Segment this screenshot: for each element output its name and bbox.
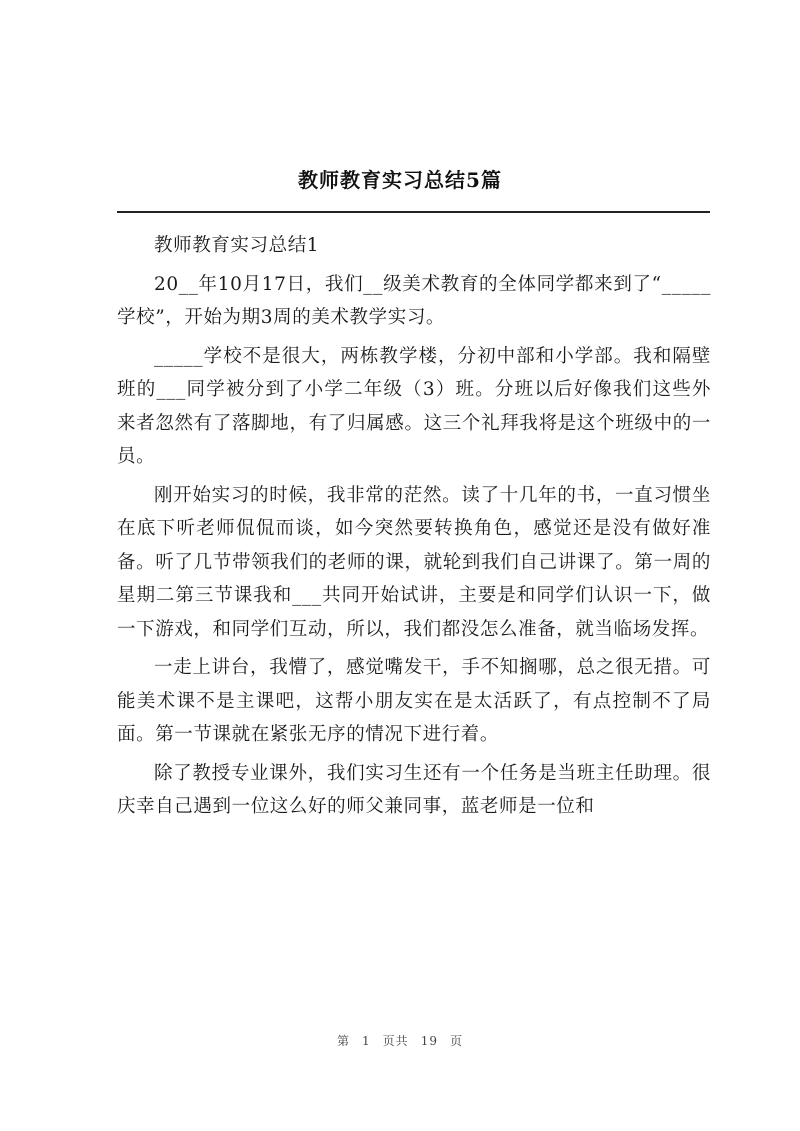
footer-mid: 页共	[382, 1034, 409, 1048]
paragraph: 20__年10月17日，我们__级美术教育的全体同学都来到了“_____学校”，开始为期3周的美术教学实习。	[117, 273, 711, 328]
footer-prefix: 第	[337, 1034, 351, 1048]
page-footer	[0, 1032, 800, 1049]
document-body	[117, 229, 711, 824]
total-pages-number: 19	[420, 1034, 438, 1048]
paragraph: 除了教授专业课外，我们实习生还有一个任务是当班主任助理。很庆幸自己遇到一位这么好的师父兼同事，蓝老师是一位和	[117, 762, 711, 817]
paragraph: _____学校不是很大，两栋教学楼，分初中部和小学部。我和隔壁班的___同学被分到了小学二年级（3）班。分班以后好像我们这些外来者忽然有了落脚地，有了归属感。这三个礼拜我将是这个班级中的一员。	[117, 345, 711, 467]
footer-suffix: 页	[449, 1034, 463, 1048]
section-heading: 教师教育实习总结1	[154, 235, 320, 256]
document-title: 教师教育实习总结5篇	[298, 168, 502, 192]
current-page-number: 1	[362, 1034, 371, 1048]
paragraph: 刚开始实习的时候，我非常的茫然。读了十几年的书，一直习惯坐在底下听老师侃侃而谈，如今突然要转换角色，感觉还是没有做好准备。听了几节带领我们的老师的课，就轮到我们自己讲课了。第一周的星期二第三节课我和___共同开始试讲，主要是和同学们认识一下，做一下游戏，和同学们互动，所以，我们都没怎么准备，就当临场发挥。	[117, 484, 711, 640]
paragraph: 一走上讲台，我懵了，感觉嘴发干，手不知搁哪，总之很无措。可能美术课不是主课吧，这帮小朋友实在是太活跃了，有点控制不了局面。第一节课就在紧张无序的情况下进行着。	[117, 657, 711, 745]
title-divider	[117, 211, 710, 213]
